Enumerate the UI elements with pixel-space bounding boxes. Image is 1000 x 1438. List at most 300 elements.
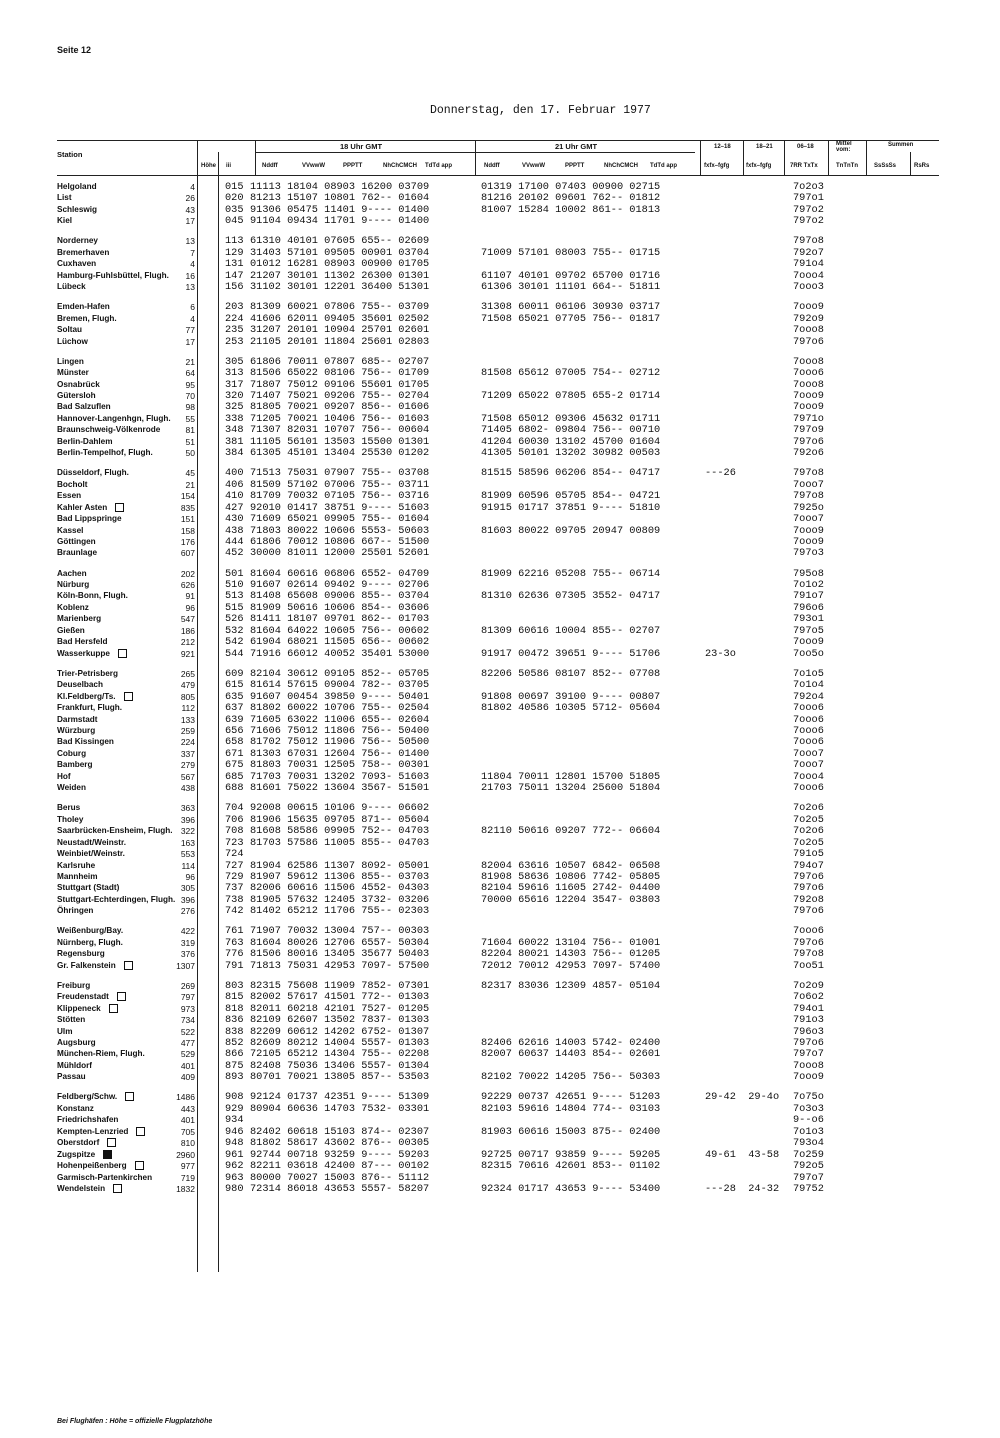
station-height: 98 bbox=[185, 402, 195, 412]
station-name: Saarbrücken-Ensheim, Flugh. bbox=[57, 826, 173, 835]
obs-18-gmt: 81805 70021 09207 856-- 01606 bbox=[250, 401, 430, 413]
temp-extremes: 7ooo6 bbox=[793, 367, 824, 379]
header-06-18-sub: 7RR TxTx bbox=[790, 163, 818, 169]
obs-18-gmt: 82109 62607 13502 7837- 01303 bbox=[250, 1014, 430, 1026]
col-divider bbox=[255, 140, 256, 176]
station-iii: 803 bbox=[225, 980, 244, 992]
station-name: Würzburg bbox=[57, 726, 96, 735]
obs-18-gmt: 81601 75022 13604 3567- 51501 bbox=[250, 782, 430, 794]
obs-18-gmt: 72105 65212 14304 755-- 02208 bbox=[250, 1048, 430, 1060]
station-height: 276 bbox=[180, 906, 195, 916]
station-iii: 685 bbox=[225, 771, 244, 783]
station-name: Feldberg/Schw. bbox=[57, 1091, 134, 1103]
obs-18-gmt: 11105 56101 13503 15500 01301 bbox=[250, 436, 430, 448]
station-height: 529 bbox=[180, 1049, 195, 1059]
station-name: Osnabrück bbox=[57, 380, 100, 389]
header-18-uhr: 18 Uhr GMT bbox=[340, 142, 383, 151]
obs-21-gmt: 81603 80022 09705 20947 00809 bbox=[481, 525, 661, 537]
station-name: Aachen bbox=[57, 569, 87, 578]
station-name: Wasserkuppe bbox=[57, 648, 127, 660]
station-iii: 776 bbox=[225, 948, 244, 960]
station-height: 422 bbox=[180, 926, 195, 936]
header-col-18-0: Nddff bbox=[262, 163, 278, 169]
temp-extremes: 793o1 bbox=[793, 613, 824, 625]
obs-18-gmt: 71609 65021 09905 755-- 01604 bbox=[250, 513, 430, 525]
obs-21-gmt: 81007 15284 10002 861-- 01813 bbox=[481, 204, 661, 216]
station-iii: 948 bbox=[225, 1137, 244, 1149]
station-height: 438 bbox=[180, 783, 195, 793]
station-height: 973 bbox=[180, 1004, 195, 1014]
obs-18-gmt: 80000 70027 15003 876-- 51112 bbox=[250, 1172, 430, 1184]
obs-18-gmt: 81905 57632 12405 3732- 03206 bbox=[250, 894, 430, 906]
obs-21-gmt: 81309 60616 10004 855-- 02707 bbox=[481, 625, 661, 637]
obs-21-gmt: 92324 01717 43653 9---- 53400 bbox=[481, 1183, 661, 1195]
temp-extremes: 794o7 bbox=[793, 860, 824, 872]
header-iii: iii bbox=[226, 163, 232, 169]
obs-21-gmt: 82206 50586 08107 852-- 07708 bbox=[481, 668, 661, 680]
station-name: Koblenz bbox=[57, 603, 89, 612]
station-name: Bad Hersfeld bbox=[57, 637, 108, 646]
station-name: Bad Kissingen bbox=[57, 737, 114, 746]
station-height: 376 bbox=[180, 949, 195, 959]
station-name: München-Riem, Flugh. bbox=[57, 1049, 145, 1058]
station-height: 81 bbox=[185, 425, 195, 435]
obs-18-gmt: 41606 62011 09405 35601 02502 bbox=[250, 313, 430, 325]
station-height: 477 bbox=[180, 1038, 195, 1048]
obs-21-gmt: 82110 50616 09207 772-- 06604 bbox=[481, 825, 661, 837]
station-height: 443 bbox=[180, 1104, 195, 1114]
temp-extremes: 7o2o5 bbox=[793, 814, 824, 826]
station-iii: 737 bbox=[225, 882, 244, 894]
temp-extremes: 797o3 bbox=[793, 547, 824, 559]
temp-extremes: 797o1 bbox=[793, 192, 824, 204]
header-18-21-sub: fxfx–fgfg bbox=[746, 163, 772, 169]
marker-box bbox=[117, 992, 126, 1001]
obs-18-gmt: 01012 16281 08903 00900 01705 bbox=[250, 258, 430, 270]
temp-extremes: 797o8 bbox=[793, 490, 824, 502]
obs-18-gmt: 71605 63022 11006 655-- 02604 bbox=[250, 714, 430, 726]
col-divider bbox=[743, 140, 744, 176]
station-height: 158 bbox=[180, 526, 195, 536]
station-height: 626 bbox=[180, 580, 195, 590]
station-name: Bocholt bbox=[57, 480, 88, 489]
temp-extremes: 7ooo4 bbox=[793, 771, 824, 783]
temp-extremes: 797o8 bbox=[793, 467, 824, 479]
station-name: Kiel bbox=[57, 216, 73, 225]
station-height: 16 bbox=[185, 271, 195, 281]
temp-extremes: 7ooo7 bbox=[793, 759, 824, 771]
obs-18-gmt: 81402 65212 11706 755-- 02303 bbox=[250, 905, 430, 917]
station-iii: 338 bbox=[225, 413, 244, 425]
station-name: Neustadt/Weinstr. bbox=[57, 838, 127, 847]
temp-extremes: 792o4 bbox=[793, 691, 824, 703]
temp-extremes: 7o2o3 bbox=[793, 181, 824, 193]
obs-18-gmt: 61806 70012 10806 667-- 51500 bbox=[250, 536, 430, 548]
station-iii: 688 bbox=[225, 782, 244, 794]
station-iii: 727 bbox=[225, 860, 244, 872]
station-name: Bamberg bbox=[57, 760, 93, 769]
station-iii: 020 bbox=[225, 192, 244, 204]
station-height: 4 bbox=[190, 182, 195, 192]
temp-extremes: 7ooo7 bbox=[793, 748, 824, 760]
temp-extremes: 797o7 bbox=[793, 1048, 824, 1060]
station-name: Gr. Falkenstein bbox=[57, 960, 133, 972]
obs-18-gmt: 71807 75012 09106 55601 01705 bbox=[250, 379, 430, 391]
marker-box bbox=[124, 961, 133, 970]
marker-box bbox=[115, 503, 124, 512]
station-name: Berlin-Tempelhof, Flugh. bbox=[57, 448, 153, 457]
obs-18-gmt: 81303 67031 12604 756-- 01400 bbox=[250, 748, 430, 760]
obs-18-gmt: 31102 30101 12201 36400 51301 bbox=[250, 281, 430, 293]
obs-18-gmt: 11113 18104 08903 16200 03709 bbox=[250, 181, 430, 193]
station-iii: 815 bbox=[225, 991, 244, 1003]
station-iii: 035 bbox=[225, 204, 244, 216]
temp-extremes: 791o5 bbox=[793, 848, 824, 860]
station-iii: 934 bbox=[225, 1114, 244, 1126]
station-name: Deuselbach bbox=[57, 680, 103, 689]
obs-18-gmt: 21207 30101 11302 26300 01301 bbox=[250, 270, 430, 282]
station-height: 21 bbox=[185, 480, 195, 490]
obs-18-gmt: 81907 59612 11306 855-- 03703 bbox=[250, 871, 430, 883]
header-col-18-4: TdTd app bbox=[425, 163, 452, 169]
station-height: 13 bbox=[185, 282, 195, 292]
temp-extremes: 7o259 bbox=[793, 1149, 824, 1161]
obs-21-gmt: 82102 70022 14205 756-- 50303 bbox=[481, 1071, 661, 1083]
station-height: 91 bbox=[185, 591, 195, 601]
page-title: Donnerstag, den 17. Februar 1977 bbox=[430, 104, 651, 117]
temp-extremes: 7oo51 bbox=[793, 960, 824, 972]
station-height: 4 bbox=[190, 259, 195, 269]
footnote: Bei Flughäfen : Höhe = offizielle Flugplatzhöhe bbox=[57, 1418, 213, 1425]
obs-21-gmt: 82103 59616 14804 774-- 03103 bbox=[481, 1103, 661, 1115]
temp-extremes: 7ooo6 bbox=[793, 925, 824, 937]
station-iii: 430 bbox=[225, 513, 244, 525]
station-iii: 763 bbox=[225, 937, 244, 949]
obs-21-gmt: 81515 58596 06206 854-- 04717 bbox=[481, 467, 661, 479]
station-height: 269 bbox=[180, 981, 195, 991]
temp-extremes: 797o5 bbox=[793, 625, 824, 637]
station-height: 319 bbox=[180, 938, 195, 948]
station-name: Weinbiet/Weinstr. bbox=[57, 849, 125, 858]
obs-18-gmt: 71703 70031 13202 7093- 51603 bbox=[250, 771, 430, 783]
station-iii: 147 bbox=[225, 270, 244, 282]
header-col-21-1: VVwwW bbox=[522, 163, 546, 169]
obs-18-gmt: 91104 09434 11701 9---- 01400 bbox=[250, 215, 430, 227]
station-name: Hof bbox=[57, 772, 71, 781]
station-name: Norderney bbox=[57, 236, 98, 245]
temp-extremes: 9--o6 bbox=[793, 1114, 824, 1126]
header-mittel: Mittel vom: bbox=[836, 141, 852, 153]
col-divider bbox=[866, 140, 867, 176]
obs-21-gmt: 61306 30101 11101 664-- 51811 bbox=[481, 281, 661, 293]
obs-21-gmt: 91915 01717 37851 9---- 51810 bbox=[481, 502, 661, 514]
station-iii: 444 bbox=[225, 536, 244, 548]
station-iii: 671 bbox=[225, 748, 244, 760]
station-height: 26 bbox=[185, 193, 195, 203]
station-height: 305 bbox=[180, 883, 195, 893]
station-name: Freudenstadt bbox=[57, 991, 126, 1003]
station-iii: 513 bbox=[225, 590, 244, 602]
station-name: Emden-Hafen bbox=[57, 302, 110, 311]
obs-21-gmt: 82104 59616 11605 2742- 04400 bbox=[481, 882, 661, 894]
obs-21-gmt: 41305 50101 13202 30982 00503 bbox=[481, 447, 661, 459]
station-height: 337 bbox=[180, 749, 195, 759]
temp-extremes: 7o2o6 bbox=[793, 825, 824, 837]
station-name: Nürburg bbox=[57, 580, 90, 589]
station-name: List bbox=[57, 193, 72, 202]
obs-21-gmt: 92229 00737 42651 9---- 51203 bbox=[481, 1091, 661, 1103]
station-name: Kempten-Lenzried bbox=[57, 1126, 145, 1138]
station-name: Klippeneck bbox=[57, 1003, 118, 1015]
header-col-18-2: PPPTT bbox=[343, 163, 363, 169]
station-height: 154 bbox=[180, 491, 195, 501]
station-height: 322 bbox=[180, 826, 195, 836]
station-height: 133 bbox=[180, 715, 195, 725]
header-col-18-1: VVwwW bbox=[302, 163, 326, 169]
temp-extremes: 7o3o3 bbox=[793, 1103, 824, 1115]
station-iii: 961 bbox=[225, 1149, 244, 1161]
obs-18-gmt: 80904 60636 14703 7532- 03301 bbox=[250, 1103, 430, 1115]
station-iii: 325 bbox=[225, 401, 244, 413]
temp-extremes: 794o1 bbox=[793, 1003, 824, 1015]
max-gust: ---28 24-32 bbox=[705, 1183, 780, 1195]
obs-18-gmt: 81604 80026 12706 6557- 50304 bbox=[250, 937, 430, 949]
obs-18-gmt: 82104 30612 09105 852-- 05705 bbox=[250, 668, 430, 680]
station-iii: 908 bbox=[225, 1091, 244, 1103]
station-iii: 946 bbox=[225, 1126, 244, 1138]
obs-21-gmt: 71009 57101 08003 755-- 01715 bbox=[481, 247, 661, 259]
station-iii: 438 bbox=[225, 525, 244, 537]
station-name: Stuttgart-Echterdingen, Flugh. bbox=[57, 895, 176, 904]
marker-box bbox=[136, 1127, 145, 1136]
obs-18-gmt: 82408 75036 13406 5557- 01304 bbox=[250, 1060, 430, 1072]
station-iii: 320 bbox=[225, 390, 244, 402]
col-divider bbox=[700, 140, 701, 176]
temp-extremes: 7ooo4 bbox=[793, 270, 824, 282]
temp-extremes: 792o6 bbox=[793, 447, 824, 459]
obs-18-gmt: 92124 01737 42351 9---- 51309 bbox=[250, 1091, 430, 1103]
station-name: Bremerhaven bbox=[57, 248, 110, 257]
station-name: Helgoland bbox=[57, 182, 97, 191]
station-name: Essen bbox=[57, 491, 82, 500]
obs-21-gmt: 82315 70616 42601 853-- 01102 bbox=[481, 1160, 661, 1172]
station-name: Tholey bbox=[57, 815, 84, 824]
obs-18-gmt: 81506 65022 08106 756-- 01709 bbox=[250, 367, 430, 379]
temp-extremes: 7o2o5 bbox=[793, 837, 824, 849]
station-name: Bad Lippspringe bbox=[57, 514, 122, 523]
obs-18-gmt: 81411 18107 09701 862-- 01703 bbox=[250, 613, 430, 625]
obs-18-gmt: 91607 02614 09402 9---- 02706 bbox=[250, 579, 430, 591]
station-name: Berlin-Dahlem bbox=[57, 437, 113, 446]
obs-18-gmt: 92008 00615 10106 9---- 06602 bbox=[250, 802, 430, 814]
obs-21-gmt: 01319 17100 07403 00900 02715 bbox=[481, 181, 661, 193]
temp-extremes: 797o7 bbox=[793, 1172, 824, 1184]
station-name: Passau bbox=[57, 1072, 86, 1081]
station-height: 797 bbox=[180, 992, 195, 1002]
station-name: Düsseldorf, Flugh. bbox=[57, 468, 129, 477]
station-name: Nürnberg, Flugh. bbox=[57, 938, 123, 947]
station-height: 734 bbox=[180, 1015, 195, 1025]
station-iii: 791 bbox=[225, 960, 244, 972]
station-iii: 637 bbox=[225, 702, 244, 714]
station-height: 70 bbox=[185, 391, 195, 401]
station-height: 21 bbox=[185, 357, 195, 367]
station-iii: 893 bbox=[225, 1071, 244, 1083]
obs-18-gmt: 71307 82031 10707 756-- 00604 bbox=[250, 424, 430, 436]
station-height: 265 bbox=[180, 669, 195, 679]
station-height: 6 bbox=[190, 302, 195, 312]
station-name: Soltau bbox=[57, 325, 83, 334]
temp-extremes: 7971o bbox=[793, 413, 824, 425]
station-name: Wendelstein bbox=[57, 1183, 122, 1195]
station-height: 50 bbox=[185, 448, 195, 458]
station-iii: 615 bbox=[225, 679, 244, 691]
col-divider bbox=[828, 140, 829, 176]
station-height: 13 bbox=[185, 236, 195, 246]
obs-18-gmt: 82011 60218 42101 7527- 01205 bbox=[250, 1003, 430, 1015]
station-iii: 656 bbox=[225, 725, 244, 737]
station-iii: 313 bbox=[225, 367, 244, 379]
obs-18-gmt: 71205 70021 10406 756-- 01603 bbox=[250, 413, 430, 425]
obs-21-gmt: 71508 65021 07705 756-- 01817 bbox=[481, 313, 661, 325]
station-name: Frankfurt, Flugh. bbox=[57, 703, 123, 712]
station-name: Weißenburg/Bay. bbox=[57, 926, 124, 935]
temp-extremes: 792o5 bbox=[793, 1160, 824, 1172]
header-summen-sub: SsSsSs bbox=[874, 163, 897, 169]
temp-extremes: 7ooo9 bbox=[793, 525, 824, 537]
marker-box bbox=[103, 1150, 112, 1159]
obs-21-gmt: 82406 62616 14003 5742- 02400 bbox=[481, 1037, 661, 1049]
station-height: 1307 bbox=[176, 961, 195, 971]
station-iii: 452 bbox=[225, 547, 244, 559]
station-height: 977 bbox=[180, 1161, 195, 1171]
station-iii: 738 bbox=[225, 894, 244, 906]
temp-extremes: 793o4 bbox=[793, 1137, 824, 1149]
station-name: Lübeck bbox=[57, 282, 86, 291]
temp-extremes: 792o8 bbox=[793, 894, 824, 906]
temp-extremes: 7925o bbox=[793, 502, 824, 514]
obs-18-gmt: 71513 75031 07907 755-- 03708 bbox=[250, 467, 430, 479]
marker-box bbox=[107, 1138, 116, 1147]
temp-extremes: 7o1o2 bbox=[793, 579, 824, 591]
obs-21-gmt: 71604 60022 13104 756-- 01001 bbox=[481, 937, 661, 949]
header-summen: Summen bbox=[888, 142, 914, 148]
obs-18-gmt: 81509 57102 07006 755-- 03711 bbox=[250, 479, 430, 491]
station-name: Lingen bbox=[57, 357, 84, 366]
station-height: 705 bbox=[180, 1127, 195, 1137]
obs-18-gmt: 81703 57586 11005 855-- 04703 bbox=[250, 837, 430, 849]
station-height: 17 bbox=[185, 216, 195, 226]
station-height: 259 bbox=[180, 726, 195, 736]
station-name: Stuttgart (Stadt) bbox=[57, 883, 120, 892]
station-iii: 729 bbox=[225, 871, 244, 883]
obs-18-gmt: 61310 40101 07605 655-- 02609 bbox=[250, 235, 430, 247]
obs-21-gmt: 21703 75011 13204 25600 51804 bbox=[481, 782, 661, 794]
obs-18-gmt: 61904 68021 11505 656-- 00602 bbox=[250, 636, 430, 648]
obs-18-gmt: 82209 60612 14202 6752- 01307 bbox=[250, 1026, 430, 1038]
obs-21-gmt: 11804 70011 12801 15700 51805 bbox=[481, 771, 661, 783]
station-height: 224 bbox=[180, 737, 195, 747]
station-iii: 235 bbox=[225, 324, 244, 336]
obs-18-gmt: 71813 75031 42953 7097- 57500 bbox=[250, 960, 430, 972]
station-iii: 129 bbox=[225, 247, 244, 259]
obs-21-gmt: 72012 70012 42953 7097- 57400 bbox=[481, 960, 661, 972]
obs-21-gmt: 81909 60596 05705 854-- 04721 bbox=[481, 490, 661, 502]
station-iii: 761 bbox=[225, 925, 244, 937]
station-height: 17 bbox=[185, 337, 195, 347]
station-iii: 532 bbox=[225, 625, 244, 637]
station-height: 114 bbox=[181, 861, 195, 871]
max-gust: 23-3o bbox=[705, 648, 736, 660]
temp-extremes: 797o6 bbox=[793, 436, 824, 448]
temp-extremes: 7ooo6 bbox=[793, 782, 824, 794]
station-name: Gießen bbox=[57, 626, 85, 635]
obs-18-gmt: 71407 75021 09206 755-- 02704 bbox=[250, 390, 430, 402]
station-iii: 635 bbox=[225, 691, 244, 703]
temp-extremes: 7ooo9 bbox=[793, 401, 824, 413]
station-name: Göttingen bbox=[57, 537, 96, 546]
marker-box bbox=[125, 1092, 134, 1101]
station-name: Garmisch-Partenkirchen bbox=[57, 1173, 153, 1182]
station-name: Freiburg bbox=[57, 981, 91, 990]
obs-21-gmt: 81903 60616 15003 875-- 02400 bbox=[481, 1126, 661, 1138]
obs-18-gmt: 91306 05475 11401 9---- 01400 bbox=[250, 204, 430, 216]
temp-extremes: 797o2 bbox=[793, 215, 824, 227]
obs-18-gmt: 81904 62586 11307 8092- 05001 bbox=[250, 860, 430, 872]
station-iii: 510 bbox=[225, 579, 244, 591]
station-name: Regensburg bbox=[57, 949, 105, 958]
temp-extremes: 797o9 bbox=[793, 424, 824, 436]
temp-extremes: 7ooo7 bbox=[793, 479, 824, 491]
marker-box bbox=[124, 692, 133, 701]
obs-21-gmt: 82204 80021 14303 756-- 01205 bbox=[481, 948, 661, 960]
header-col-21-3: NhChCMCH bbox=[604, 163, 638, 169]
station-height: 77 bbox=[185, 325, 195, 335]
temp-extremes: 7ooo6 bbox=[793, 702, 824, 714]
station-height: 151 bbox=[180, 514, 195, 524]
obs-18-gmt: 71803 80022 10606 5553- 50603 bbox=[250, 525, 430, 537]
station-name: Oberstdorf bbox=[57, 1137, 116, 1149]
station-iii: 704 bbox=[225, 802, 244, 814]
station-name: Mühldorf bbox=[57, 1061, 93, 1070]
obs-18-gmt: 81702 75012 11906 756-- 50500 bbox=[250, 736, 430, 748]
obs-18-gmt: 81213 15107 10801 762-- 01604 bbox=[250, 192, 430, 204]
station-height: 176 bbox=[180, 537, 195, 547]
obs-18-gmt: 81802 58617 43602 876-- 00305 bbox=[250, 1137, 430, 1149]
station-iii: 723 bbox=[225, 837, 244, 849]
station-name: Zugspitze bbox=[57, 1149, 112, 1161]
obs-18-gmt: 71916 66012 40052 35401 53000 bbox=[250, 648, 430, 660]
obs-21-gmt: 82004 63616 10507 6842- 06508 bbox=[481, 860, 661, 872]
station-iii: 253 bbox=[225, 336, 244, 348]
obs-21-gmt: 91808 00697 39100 9---- 00807 bbox=[481, 691, 661, 703]
temp-extremes: 7o2o9 bbox=[793, 980, 824, 992]
obs-21-gmt: 81508 65612 07005 754-- 02712 bbox=[481, 367, 661, 379]
station-height: 7 bbox=[190, 248, 195, 258]
temp-extremes: 79752 bbox=[793, 1183, 824, 1195]
station-name: Schleswig bbox=[57, 205, 98, 214]
temp-extremes: 7ooo9 bbox=[793, 301, 824, 313]
station-name: Gütersloh bbox=[57, 391, 96, 400]
station-height: 553 bbox=[180, 849, 195, 859]
obs-18-gmt: 82315 75608 11909 7852- 07301 bbox=[250, 980, 430, 992]
obs-18-gmt: 81614 57615 09004 782-- 03705 bbox=[250, 679, 430, 691]
station-height: 805 bbox=[180, 692, 195, 702]
temp-extremes: 7o6o2 bbox=[793, 991, 824, 1003]
temp-extremes: 792o7 bbox=[793, 247, 824, 259]
station-iii: 131 bbox=[225, 258, 244, 270]
station-name: Hannover-Langenhgn, Flugh. bbox=[57, 414, 171, 423]
